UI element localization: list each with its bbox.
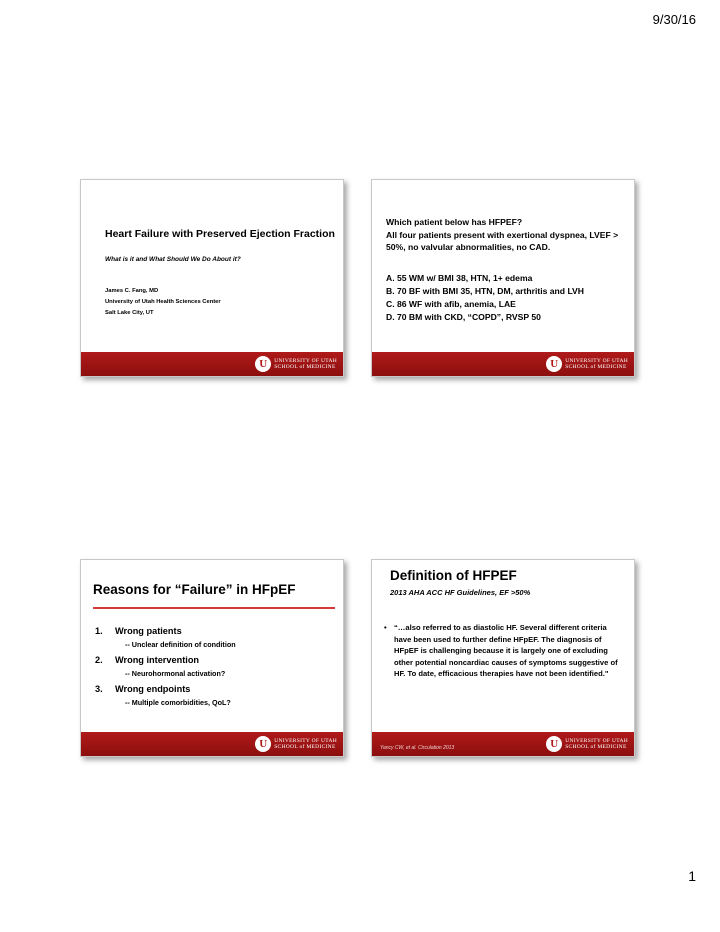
answer-option: A. 55 WM w/ BMI 38, HTN, 1+ edema (386, 273, 533, 283)
reason-detail: -- Neurohormonal activation? (125, 669, 226, 678)
reason-detail: -- Unclear definition of condition (125, 640, 236, 649)
author-institution: University of Utah Health Sciences Center (105, 299, 221, 305)
reason-item (95, 625, 236, 637)
slide-2-question-block (386, 216, 632, 254)
answer-option: C. 86 WF with afib, anemia, LAE (386, 299, 516, 309)
logo-line-1: UNIVERSITY OF UTAH (274, 357, 337, 364)
university-logo (255, 355, 337, 373)
logo-line-1: UNIVERSITY OF UTAH (565, 357, 628, 364)
title-divider (93, 607, 335, 609)
reason-number: 1. (95, 626, 103, 636)
reason-detail: -- Multiple comorbidities, QoL? (125, 698, 231, 707)
slide-2-question: Which patient below has HFPEF? (386, 217, 523, 227)
slide-3-title: Reasons for “Failure” in HFpEF (93, 582, 296, 597)
university-seal-icon: U (546, 736, 562, 752)
author-name: James C. Fang, MD (105, 288, 159, 294)
reason-item (95, 683, 236, 695)
reason-number: 3. (95, 684, 103, 694)
slide-footer-bar (81, 352, 343, 376)
university-logo (546, 735, 628, 753)
slide-4-subtitle: 2013 AHA ACC HF Guidelines, EF >50% (390, 588, 531, 597)
page-date: 9/30/16 (652, 12, 696, 27)
reason-label: Wrong endpoints (115, 684, 191, 694)
slide-1-title: Heart Failure with Preserved Ejection Fraction (105, 228, 335, 240)
reason-item (95, 654, 236, 666)
slide-1-author-block (105, 286, 221, 319)
slide-3 (80, 559, 344, 757)
slide-1-subtitle: What is it and What Should We Do About it? (105, 256, 241, 263)
citation: Yancy CW, et al. Circulation 2013 (380, 745, 455, 751)
reason-label: Wrong patients (115, 626, 182, 636)
logo-line-1: UNIVERSITY OF UTAH (274, 737, 337, 744)
slide-footer-bar (81, 732, 343, 756)
bullet-icon: • (384, 623, 387, 632)
logo-line-2: SCHOOL of MEDICINE (565, 744, 627, 750)
page-number: 1 (688, 868, 696, 884)
university-seal-icon: U (255, 736, 271, 752)
author-location: Salt Lake City, UT (105, 310, 154, 316)
logo-line-2: SCHOOL of MEDICINE (274, 744, 336, 750)
slide-footer-bar (372, 352, 634, 376)
answer-options (386, 272, 584, 324)
slide-footer-bar (372, 732, 634, 756)
slide-2-context: All four patients present with exertional dyspnea, LVEF > 50%, no valvular abnormalities, no CAD. (386, 229, 619, 252)
university-logo (255, 735, 337, 753)
logo-line-2: SCHOOL of MEDICINE (565, 364, 627, 370)
slide-4 (371, 559, 635, 757)
university-seal-icon: U (546, 356, 562, 372)
university-seal-icon: U (255, 356, 271, 372)
university-logo (546, 355, 628, 373)
reason-number: 2. (95, 655, 103, 665)
logo-line-2: SCHOOL of MEDICINE (274, 364, 336, 370)
answer-option: B. 70 BF with BMI 35, HTN, DM, arthritis and LVH (386, 286, 584, 296)
slide-2 (371, 179, 635, 377)
guideline-quote (384, 622, 626, 680)
answer-option: D. 70 BM with CKD, “COPD”, RVSP 50 (386, 312, 541, 322)
slide-1 (80, 179, 344, 377)
logo-line-1: UNIVERSITY OF UTAH (565, 737, 628, 744)
reason-label: Wrong intervention (115, 655, 200, 665)
reasons-list (95, 622, 236, 709)
quote-text: “…also referred to as diastolic HF. Several different criteria have been used to further define HFpEF. The diagnosis of HFpEF is challenging because it is largely one of excluding other potential noncardiac causes of symptoms suggestive of HF. To date, efficacious therapies have not been identified." (394, 623, 618, 678)
slide-4-title: Definition of HFPEF (390, 568, 517, 583)
